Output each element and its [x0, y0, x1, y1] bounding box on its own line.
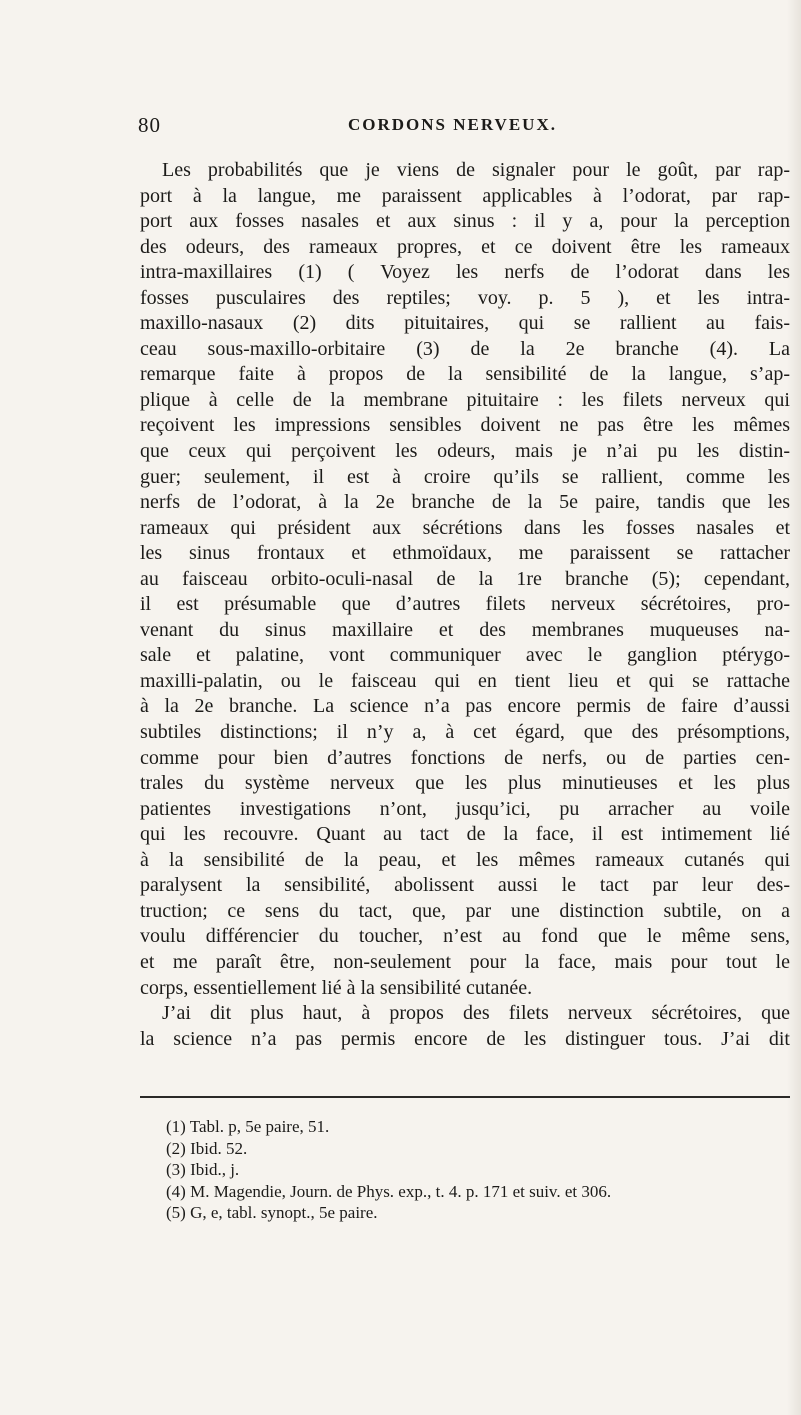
text-line: maxillo-nasaux (2) dits pituitaires, qui se rallient au fais-: [140, 312, 790, 335]
text-line: guer; seulement, il est à croire qu’ils se rallient, comme les: [140, 465, 790, 488]
text-line: qui les recouvre. Quant au tact de la face, il est intimement lié: [140, 823, 790, 846]
text-line: J’ai dit plus haut, à propos des filets nerveux sécrétoires, que: [162, 1002, 790, 1025]
footnote: (1) Tabl. p, 5e paire, 51.: [166, 1117, 330, 1136]
text-line: trales du système nerveux que les plus minutieuses et les plus: [140, 772, 790, 795]
text-line: fosses pusculaires des reptiles; voy. p. 5 ), et les intra-: [140, 286, 790, 309]
footnotes: [166, 1116, 786, 1224]
text-line: au faisceau orbito-oculi-nasal de la 1re branche (5); cependant,: [140, 567, 790, 590]
text-line: nerfs de l’odorat, à la 2e branche de la 5e paire, tandis que les: [140, 491, 790, 514]
running-head: CORDONS NERVEUX.: [348, 115, 557, 134]
text-line: ceau sous-maxillo-orbitaire (3) de la 2e branche (4). La: [140, 337, 790, 360]
text-line: port aux fosses nasales et aux sinus : il y a, pour la perception: [140, 210, 790, 233]
text-line: reçoivent les impressions sensibles doivent ne pas être les mêmes: [140, 414, 790, 437]
text-line: des odeurs, des rameaux propres, et ce doivent être les rameaux: [140, 235, 790, 258]
page-number: 80: [138, 113, 161, 137]
text-line: plique à celle de la membrane pituitaire : les filets nerveux qui: [140, 388, 790, 411]
text-line: truction; ce sens du tact, que, par une distinction subtile, on a: [140, 899, 790, 922]
body-text: [140, 158, 790, 1052]
text-line: à la sensibilité de la peau, et les mêmes rameaux cutanés qui: [140, 848, 790, 871]
text-line: comme pour bien d’autres fonctions de nerfs, ou de parties cen-: [140, 746, 790, 769]
page-header: [138, 113, 733, 143]
text-line: rameaux qui président aux sécrétions dans les fosses nasales et: [140, 516, 790, 539]
text-line: port à la langue, me paraissent applicables à l’odorat, par rap-: [140, 184, 790, 207]
text-line: il est présumable que d’autres filets nerveux sécrétoires, pro-: [140, 593, 790, 616]
footnote: (3) Ibid., j.: [166, 1160, 240, 1179]
footnote: (2) Ibid. 52.: [166, 1138, 248, 1158]
text-line: la science n’a pas permis encore de les distinguer tous. J’ai dit: [140, 1027, 790, 1050]
text-line: maxilli-palatin, ou le faisceau qui en tient lieu et qui se rattache: [140, 669, 790, 692]
text-line: intra-maxillaires (1) ( Voyez les nerfs de l’odorat dans les: [140, 261, 790, 284]
text-line: et me paraît être, non-seulement pour la face, mais pour tout le: [140, 950, 790, 973]
text-line: paralysent la sensibilité, abolissent aussi le tact par leur des-: [140, 874, 790, 897]
footnote: (4) M. Magendie, Journ. de Phys. exp., t. 4. p. 171 et suiv. et 306.: [166, 1181, 612, 1201]
text-line: venant du sinus maxillaire et des membranes muqueuses na-: [140, 618, 790, 641]
text-line: les sinus frontaux et ethmoïdaux, me paraissent se rattacher: [140, 542, 790, 565]
text-line: subtiles distinctions; il n’y a, à cet égard, que des présomptions,: [140, 721, 790, 744]
text-line: remarque faite à propos de la sensibilité de la langue, s’ap-: [140, 363, 790, 386]
text-line: sale et palatine, vont communiquer avec le ganglion ptérygo-: [140, 644, 790, 667]
footnote: (5) G, e, tabl. synopt., 5e paire.: [166, 1203, 378, 1222]
footnote-divider: [140, 1096, 790, 1098]
text-line: voulu différencier du toucher, n’est au fond que le même sens,: [140, 925, 790, 948]
text-line: Les probabilités que je viens de signaler pour le goût, par rap-: [162, 159, 790, 181]
text-line: que ceux qui perçoivent les odeurs, mais je n’ai pu les distin-: [140, 440, 790, 463]
text-line: patientes investigations n’ont, jusqu’ici, pu arracher au voile: [140, 797, 790, 820]
text-line: corps, essentiellement lié à la sensibilité cutanée.: [140, 976, 533, 999]
text-line: à la 2e branche. La science n’a pas encore permis de faire d’aussi: [140, 695, 790, 718]
